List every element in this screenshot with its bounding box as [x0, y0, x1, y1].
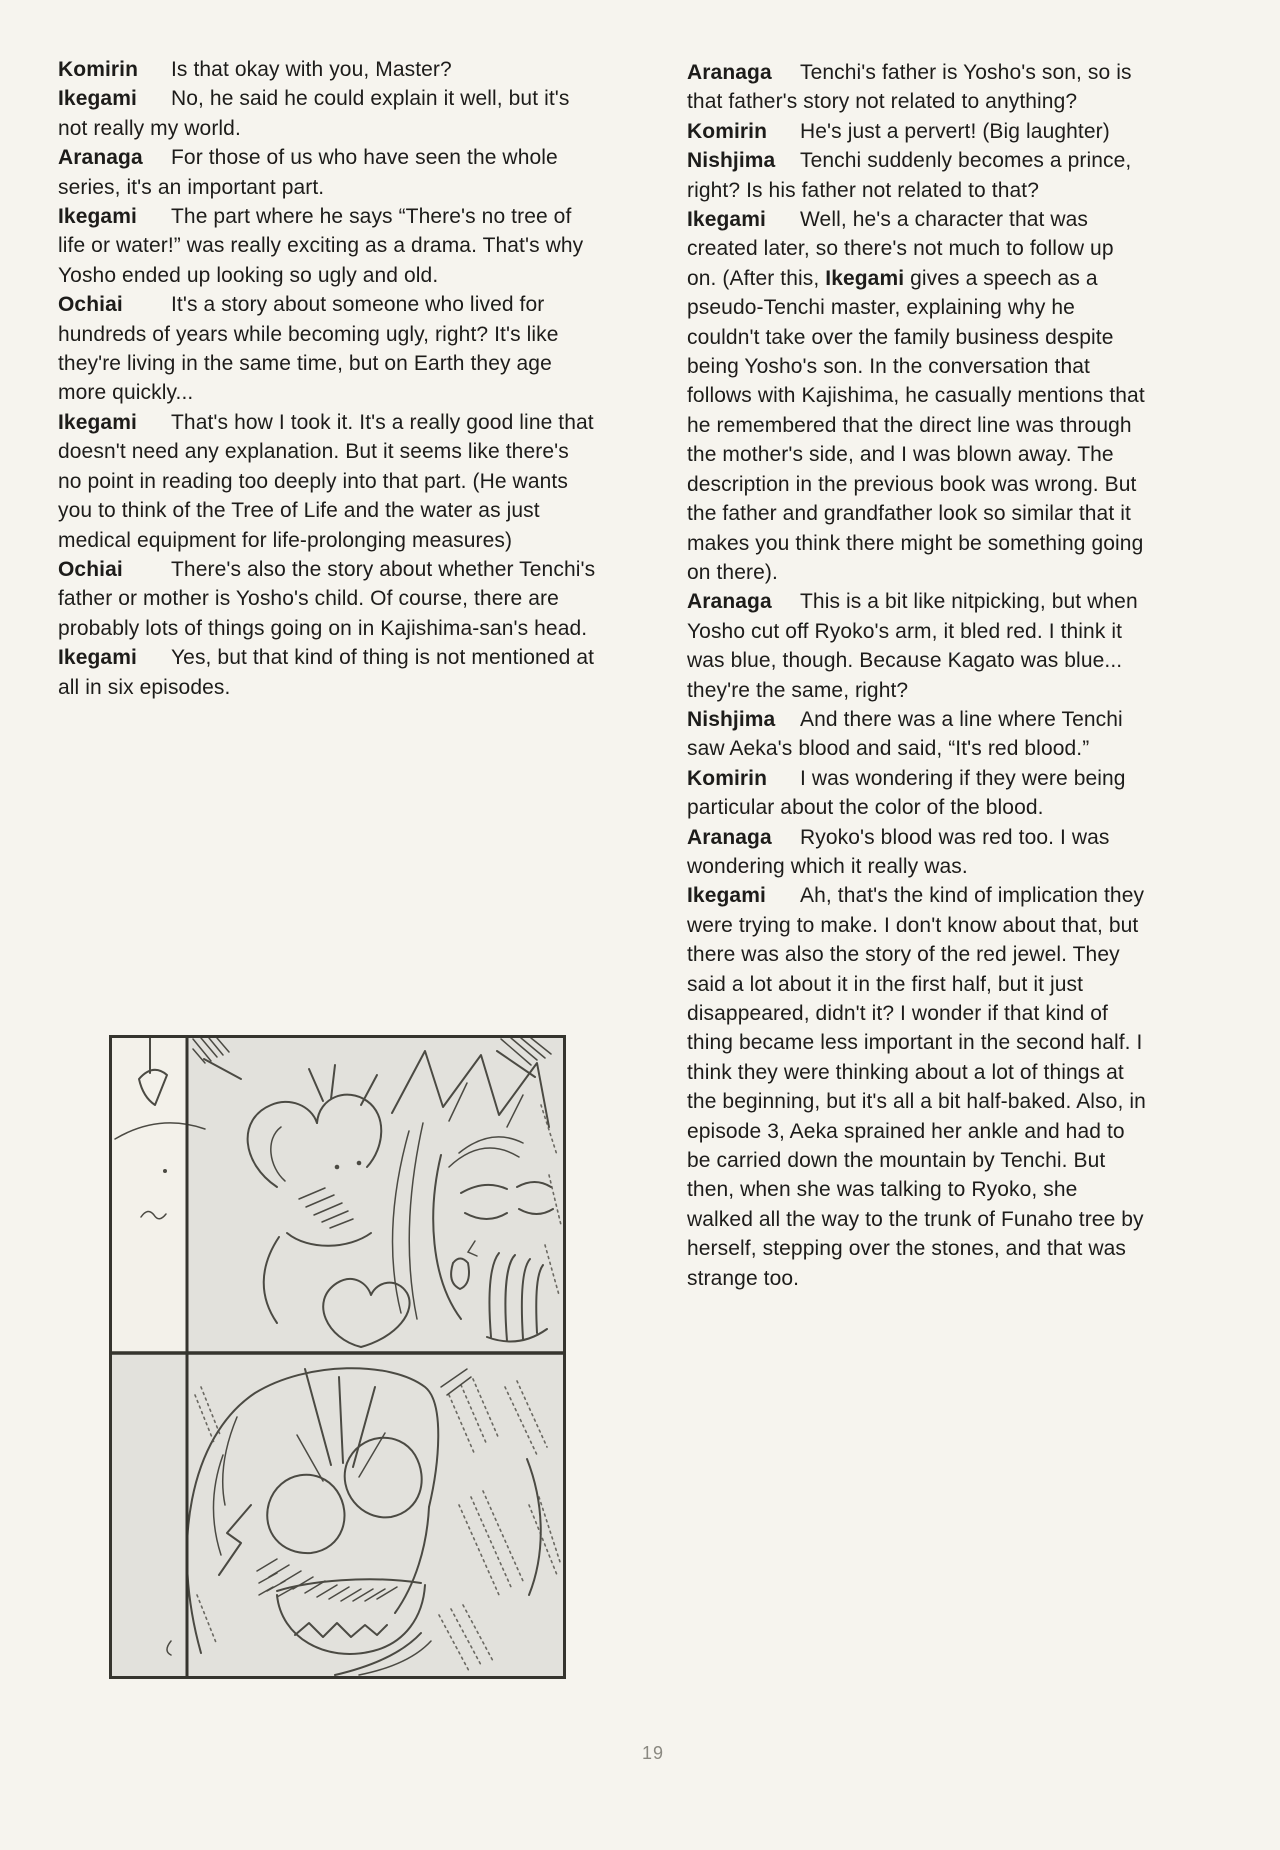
dialogue-paragraph	[58, 143, 598, 202]
dialogue-paragraph	[58, 202, 598, 290]
dialogue-paragraph	[687, 58, 1149, 117]
dialogue-paragraph	[58, 408, 598, 555]
dialogue-text: For those of us who have seen the whole series, it's an important part.	[58, 146, 558, 199]
dialogue-text: Ryoko's blood was red too. I was wondering which it really was.	[687, 825, 1110, 878]
dialogue-text: The part where he says “There's no tree of life or water!” was really exciting as a drama. That's why Yosho ended up looking so ugly and old.	[58, 205, 584, 287]
dialogue-paragraph	[687, 823, 1149, 882]
speaker-name: Ikegami	[58, 87, 137, 111]
dialogue-text: Tenchi suddenly becomes a prince, right? Is his father not related to that?	[687, 149, 1132, 202]
dialogue-paragraph	[687, 205, 1149, 587]
speaker-name: Nishjima	[687, 149, 776, 173]
sketch-top-panel	[187, 1037, 564, 1353]
dialogue-paragraph	[687, 117, 1149, 146]
dialogue-text: Ah, that's the kind of implication they were trying to make. I don't know about that, but there was also the story of the red jewel. They said a lot about it in the first half, but it just disappeared, didn't it? I wonder if that kind of thing became less important in the second half. I think they were thinking about a lot of things at the beginning, but it's all a bit half-baked. Also, in episode 3, Aeka sprained her ankle and had to be carried down the mountain by Tenchi. But then, when she was talking to Ryoko, she walked all the way to the trunk of Funaho tree by herself, stepping over the stones, and that was strange too.	[687, 884, 1146, 1290]
speaker-name: Ikegami	[58, 410, 137, 434]
dialogue-paragraph	[58, 290, 598, 408]
speaker-name: Komirin	[687, 119, 768, 143]
sketch-bottom-panel	[111, 1353, 564, 1677]
right-text-column	[687, 58, 1149, 1293]
speaker-name: Komirin	[687, 766, 768, 790]
storyboard-sketch	[109, 1035, 566, 1679]
speaker-name: Aranaga	[687, 590, 772, 614]
dialogue-text: This is a bit like nitpicking, but when Yosho cut off Ryoko's arm, it bled red. I think it was blue, though. Because Kagato was blue... they're the same, right?	[687, 590, 1138, 702]
speaker-name: Ikegami	[58, 646, 137, 670]
speaker-name: Aranaga	[687, 61, 772, 84]
dialogue-paragraph	[687, 705, 1149, 764]
dialogue-text: Yes, but that kind of thing is not mentioned at all in six episodes.	[58, 646, 595, 699]
dialogue-text: And there was a line where Tenchi saw Aeka's blood and said, “It's red blood.”	[687, 707, 1123, 761]
dialogue-paragraph	[687, 146, 1149, 205]
speaker-name: Komirin	[58, 58, 139, 81]
inline-bold-speaker-mention: Ikegami	[825, 266, 905, 290]
dialogue-text: It's a story about someone who lived for hundreds of years while becoming ugly, right? It's like they're living in the same time, but on Earth they age more quickly...	[58, 293, 559, 405]
dialogue-text: That's how I took it. It's a really good line that doesn't need any explanation. But it seems like there's no point in reading too deeply into that part. (He wants you to think of the Tree of Life and the water as just medical equipment for life-prolonging measures)	[58, 410, 594, 552]
speaker-name: Ikegami	[687, 208, 766, 232]
speaker-name: Ikegami	[58, 205, 137, 229]
dialogue-paragraph	[687, 881, 1149, 1293]
page-number: 19	[641, 1743, 665, 1763]
storyboard-sketch-image	[109, 1035, 566, 1679]
dialogue-paragraph	[58, 55, 598, 84]
dialogue-text: There's also the story about whether Tenchi's father or mother is Yosho's child. Of course, there are probably lots of things going on in Kajishima-san's head.	[58, 557, 596, 640]
speaker-name: Ikegami	[687, 884, 766, 908]
dialogue-text: gives a speech as a pseudo-Tenchi master, explaining why he couldn't take over the family business despite being Yosho's son. In the conversation that follows with Kajishima, he casually mentions that he remembered that the direct line was through the mother's side, and I was blown away. The description in the previous book was wrong. But the father and grandfather look so similar that it makes you think there might be something going on there).	[687, 266, 1145, 584]
speaker-name: Nishjima	[687, 707, 776, 731]
left-text-column	[58, 55, 598, 702]
dialogue-text: Is that okay with you, Master?	[171, 58, 452, 81]
dialogue-paragraph	[687, 764, 1149, 823]
dialogue-text: No, he said he could explain it well, but it's not really my world.	[58, 87, 570, 140]
dialogue-text: I was wondering if they were being particular about the color of the blood.	[687, 766, 1126, 820]
dialogue-text: He's just a pervert! (Big laughter)	[800, 119, 1110, 143]
dialogue-paragraph	[58, 555, 598, 643]
dialogue-paragraph	[58, 84, 598, 143]
dialogue-paragraph	[58, 643, 598, 702]
speaker-name: Aranaga	[58, 146, 143, 170]
dialogue-paragraph	[687, 587, 1149, 705]
speaker-name: Ochiai	[58, 293, 123, 317]
dialogue-text: Well, he's a character that was created later, so there's not much to follow up on. (After this,	[687, 208, 1114, 290]
speaker-name: Ochiai	[58, 557, 123, 581]
speaker-name: Aranaga	[687, 825, 772, 849]
sketch-left-strip	[111, 1037, 187, 1353]
dialogue-text: Tenchi's father is Yosho's son, so is that father's story not related to anything?	[687, 61, 1132, 114]
